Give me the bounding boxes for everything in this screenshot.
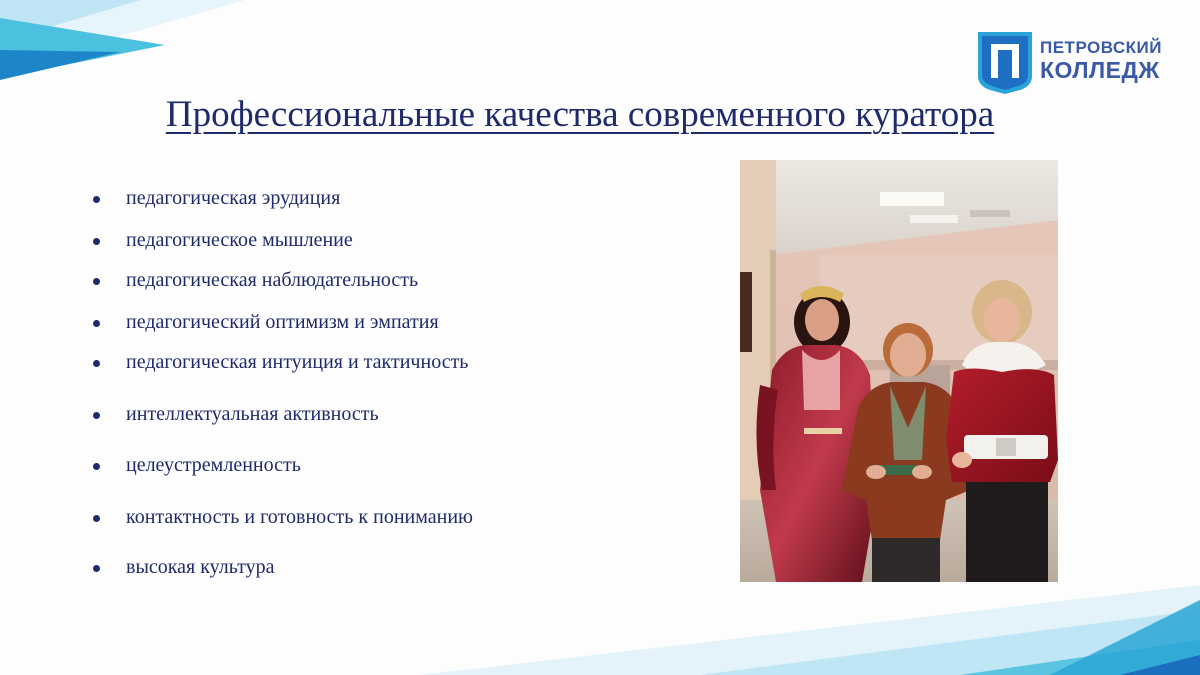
bullet-icon — [93, 515, 100, 522]
college-logo — [976, 30, 1166, 94]
slide: ПЕТРОВСКИЙ КОЛЛЕДЖ Профессиональные качества современного куратора педагогическая эрудиция педагогическое мышление педагогическая наблюдательность педагогический оптимизм и эмпатия педагогическая интуиция и тактичность интеллектуальная активность целеустремленность контактность и готовность к пониманию высокая культура — [0, 0, 1200, 675]
logo-shield-icon — [976, 30, 1034, 94]
logo-line-2: КОЛЛЕДЖ — [1040, 57, 1160, 83]
bullet-icon — [93, 412, 100, 419]
bullet-icon — [93, 360, 100, 367]
group-photo — [740, 160, 1058, 582]
bullet-icon — [93, 196, 100, 203]
logo-wordmark — [1040, 39, 1162, 82]
bullet-icon — [93, 565, 100, 572]
bullet-icon — [93, 278, 100, 285]
bullet-icon — [93, 320, 100, 327]
bullet-icon — [93, 463, 100, 470]
logo-line-1: ПЕТРОВСКИЙ — [1040, 38, 1162, 57]
bullet-icon — [93, 238, 100, 245]
slide-title: Профессиональные качества современного куратора — [165, 94, 995, 135]
